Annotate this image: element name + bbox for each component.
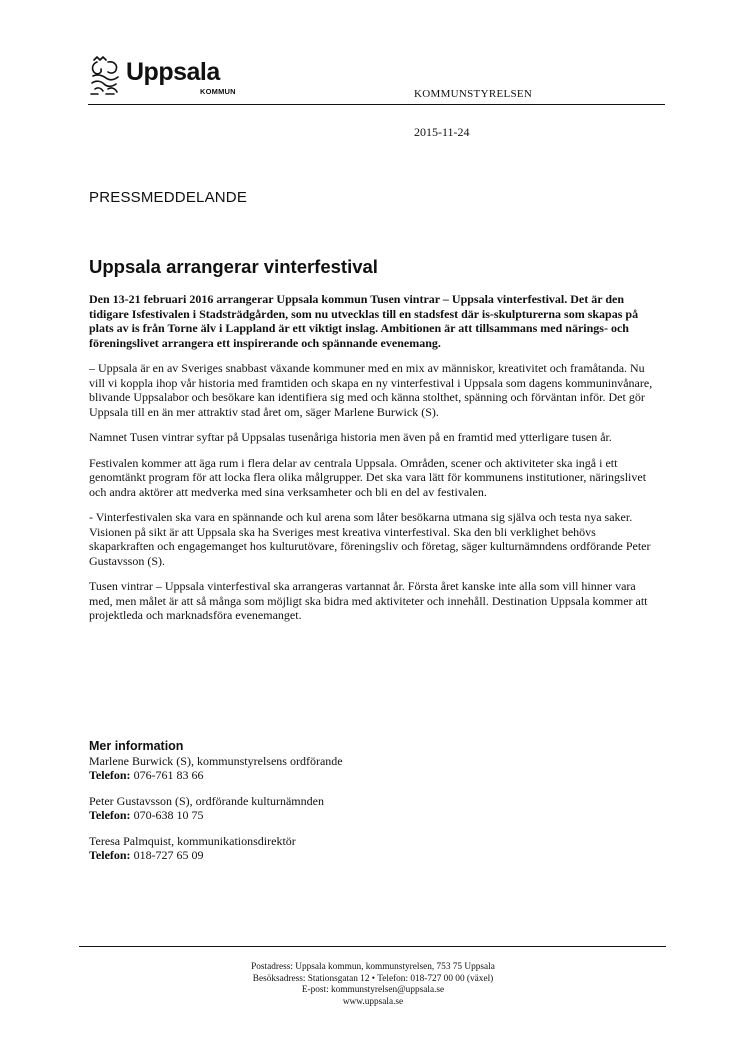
logo-wordmark: Uppsala <box>126 58 220 86</box>
contact-heading: Mer information <box>89 739 184 753</box>
phone-label: Telefon: <box>89 808 131 822</box>
footer-visiting-address: Besöksadress: Stationsgatan 12 • Telefon: 018-727 00 00 (växel) <box>252 973 494 984</box>
header-divider <box>88 104 665 105</box>
contact-entry <box>89 794 661 823</box>
contact-name: Teresa Palmquist, kommunikationsdirektör <box>89 833 296 848</box>
lion-crest-icon <box>88 56 126 98</box>
document-type: PRESSMEDDELANDE <box>89 189 248 206</box>
contact-entry <box>89 834 661 863</box>
body-paragraph: – Uppsala är en av Sveriges snabbast växande kommuner med en mix av människor, kreativitet och framåtanda. Nu vill vi koppla ihop vår historia med framtiden och skapa en ny vinterfestival i Uppsala som dagens kommuninvånare, blivande Uppsalabor och besökare kan identifiera sig med och känna stolthet, spänning och förväntan inför. Det gör Uppsala till en än mer attraktiv stad året om, säger Marlene Burwick (S). <box>89 361 653 419</box>
phone-label: Telefon: <box>89 848 131 862</box>
uppsala-kommun-logo <box>88 56 248 100</box>
footer-divider <box>79 946 666 947</box>
footer-website: www.uppsala.se <box>342 996 404 1007</box>
contact-name: Marlene Burwick (S), kommunstyrelsens ordförande <box>89 753 343 768</box>
footer-email: E-post: kommunstyrelsen@uppsala.se <box>301 985 445 996</box>
body-paragraph: - Vinterfestivalen ska vara en spännande och kul arena som låter besökarna utmana sig själva och testa nya saker. Visionen på sikt är att Uppsala ska ha Sveriges mest kreativa vinterfestival. Ska den bli verklighet behövs skaparkraften och engagemanget hos kulturutövare, föreningsliv och företag, säger kulturnämndens ordförande Peter Gustavsson (S). <box>89 510 651 568</box>
headline: Uppsala arrangerar vinterfestival <box>89 256 378 277</box>
contact-phone: 070-638 10 75 <box>133 808 204 822</box>
department-label: KOMMUNSTYRELSEN <box>414 88 533 100</box>
body-paragraph: Festivalen kommer att äga rum i flera delar av centrala Uppsala. Områden, scener och aktiviteter ska ingå i ett genomtänkt program för att locka flera olika målgrupper. Det ska vara lätt för kommunens institutioner, näringslivet och andra aktörer att medverka med sina verksamheter och bli en del av festivalen. <box>89 455 647 499</box>
contact-phone: 018-727 65 09 <box>133 848 204 862</box>
body-paragraph: Tusen vintrar – Uppsala vinterfestival ska arrangeras vartannat år. Första året kanske inte alla som vill hinner vara med, men målet är att så många som möjligt ska bidra med aktiviteter och innehåll. Destination Uppsala kommer att projektleda och marknadsföra evenemanget. <box>89 579 648 622</box>
body-paragraph: Namnet Tusen vintrar syftar på Uppsalas tusenåriga historia men även på en framtid med ytterligare tusen år. <box>89 430 612 444</box>
contact-name: Peter Gustavsson (S), ordförande kulturnämnden <box>89 793 324 808</box>
phone-label: Telefon: <box>89 768 131 782</box>
logo-subtext: KOMMUN <box>200 87 236 96</box>
lead-paragraph: Den 13-21 februari 2016 arrangerar Uppsala kommun Tusen vintrar – Uppsala vinterfestival. Det är den tidigare Isfestivalen i Stadsträdgården, som nu utvecklas till en stadsfest där is-skulpturerna som skapas på plats av is från Torne älv i Lappland är ett viktigt inslag. Ambitionen är att tillsammans med närings- och föreningslivet arrangera ett inspirerande och spännande evenemang. <box>89 292 639 350</box>
footer-postal-address: Postadress: Uppsala kommun, kommunstyrelsen, 753 75 Uppsala <box>251 962 495 972</box>
article-body <box>89 292 661 634</box>
release-date: 2015-11-24 <box>414 125 470 139</box>
footer <box>0 962 746 1008</box>
contact-section <box>89 739 661 874</box>
contact-entry <box>89 754 661 783</box>
contact-phone: 076-761 83 66 <box>133 768 204 782</box>
